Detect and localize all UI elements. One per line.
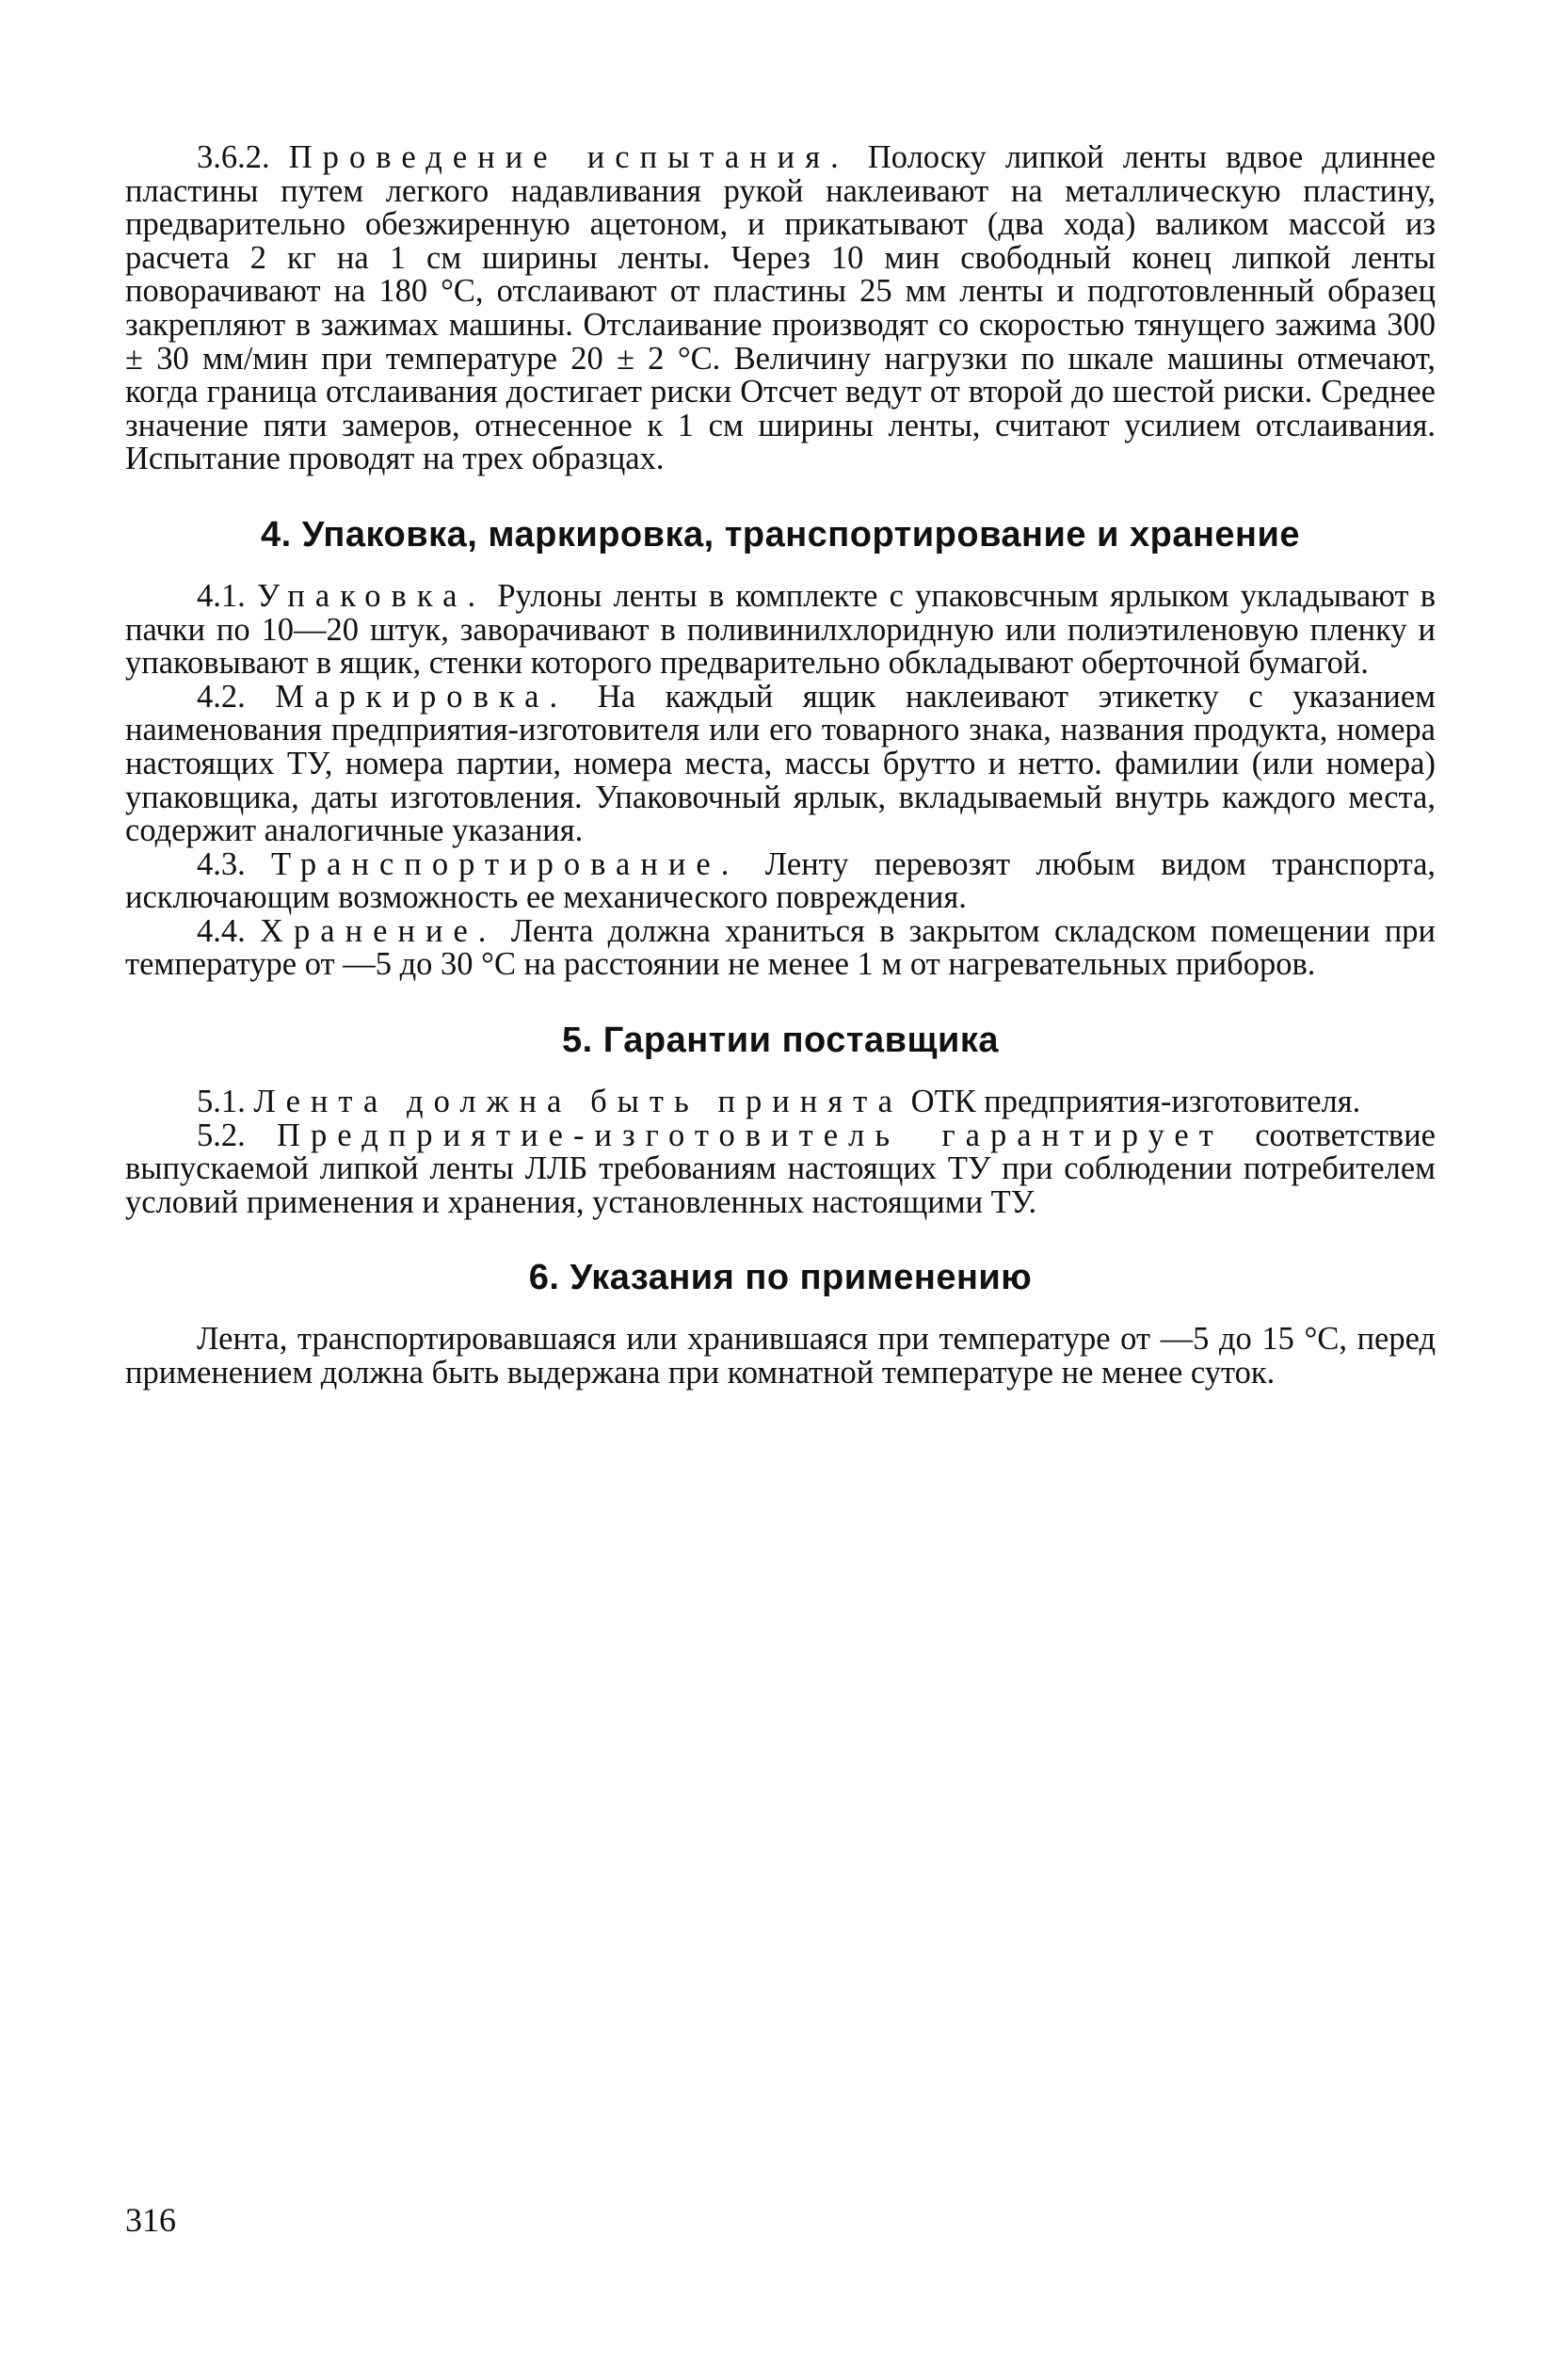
paragraph-title: Маркировка.: [275, 678, 569, 715]
paragraph-number: 4.4.: [197, 912, 246, 949]
paragraph-number: 4.2.: [197, 678, 246, 715]
paragraph-4-1: [125, 577, 1436, 682]
paragraph-text: ОТК предприятия-изготовителя.: [910, 1084, 1361, 1120]
paragraph-text: Ленту перевозят любым видом транспорта, исключающим возможность ее механического повреждения.: [125, 845, 1437, 916]
paragraph-title: Лента должна быть принята: [253, 1084, 904, 1120]
section-heading-5: 5. Гарантии поставщика: [561, 1021, 1000, 1061]
paragraph-text: Рулоны ленты в комплекте с упаковсчным ярлыком укладывают в пачки по 10—20 штук, заворачивают в поливинилхлоридную или полиэтиленовую пленку и упаковывают в ящик, стенки которого предварительно обкладывают оберточной бумагой.: [125, 577, 1436, 682]
paragraph-title: Проведение испытания.: [288, 139, 849, 175]
paragraph-number: 5.2.: [197, 1117, 246, 1153]
paragraph-text: соответствие выпускаемой липкой ленты ЛЛБ требованиям настоящих ТУ при соблюдении потребителем условий применения и хранения, установленных настоящими ТУ.: [125, 1117, 1436, 1220]
paragraph-number: 3.6.2.: [197, 139, 270, 175]
paragraph-number: 4.3.: [197, 845, 246, 882]
paragraph-number: 4.1.: [197, 577, 246, 614]
paragraph-text: На каждый ящик наклеивают этикетку с указанием наименования предприятия-изготовителя или его товарного знака, названия продукта, номера настоящих ТУ, номера партии, номера места, массы брутто и нетто. фамилии (или номера) упаковщика, даты изготовления. Упаковочный ярлык, вкладываемый внутрь каждого места, содержит аналогичные указания.: [125, 678, 1437, 849]
paragraph-3-6-2: [125, 141, 1436, 476]
paragraph-4-4: [125, 912, 1436, 983]
paragraph-text: Лента должна храниться в закрытом складском помещении при температуре от —5 до 30 °С на расстоянии не менее 1 м от нагревательных приборов.: [125, 912, 1436, 983]
paragraph-5-1: [125, 1085, 1436, 1119]
section-heading-4: 4. Упаковка, маркировка, транспортирование и хранение: [260, 514, 1300, 555]
paragraph-title: Транспортирование.: [271, 845, 740, 882]
paragraph-5-2: [125, 1119, 1436, 1220]
paragraph-6: Лента, транспортировавшаяся или хранившаяся при температуре от —5 до 15 °С, перед применением должна быть выдержана при комнатной температуре не менее суток.: [125, 1321, 1436, 1391]
paragraph-title: Хранение.: [259, 912, 497, 949]
paragraph-4-3: [125, 845, 1437, 916]
paragraph-text: Полоску липкой ленты вдвое длиннее пластины путем легкого надавливания рукой наклеивают на металлическую пластину, предварительно обезжиренную ацетоном, и прикатывают (два хода) валиком массой из расчета 2 кг на 1 см ширины ленты. Через 10 мин свободный конец липкой ленты поворачивают на 180 °С, отслаивают от пластины 25 мм ленты и подготовленный образец закрепляют в зажимах машины. Отслаивание производят со скоростью тянущего зажима 300 ± 30 мм/мин при температуре 20 ± 2 °С. Величину нагрузки по шкале машины отмечают, когда граница отслаивания достигает риски Отсчет ведут от второй до шестой риски. Среднее значение пяти замеров, отнесенное к 1 см ширины ленты, считают усилием отслаивания. Испытание проводят на трех образцах.: [125, 139, 1437, 477]
paragraph-title: Предприятие-изготовитель гарантирует: [277, 1117, 1224, 1153]
section-heading-6: 6. Указания по применению: [528, 1258, 1033, 1298]
paragraph-number: 5.1.: [197, 1084, 246, 1120]
page-body: [125, 141, 1436, 1391]
paragraph-4-2: [125, 678, 1437, 849]
paragraph-title: Упаковка.: [256, 577, 487, 614]
page-number: 316: [125, 2201, 176, 2239]
